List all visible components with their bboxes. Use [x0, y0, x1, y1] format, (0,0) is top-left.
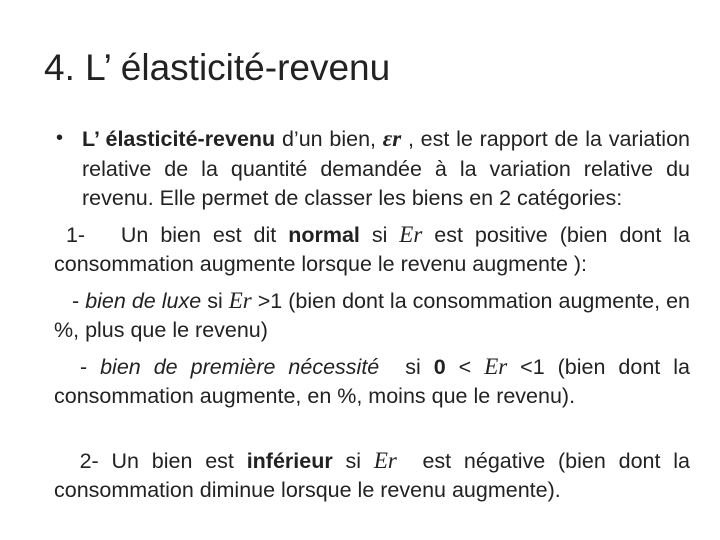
intro-text-2: , est le rapport de la variation relative de la quantité demandée à la variation relative du revenu. Elle permet de classer les biens en 2 catégories:: [82, 127, 690, 210]
elasticity-symbol: Er: [228, 287, 252, 313]
elasticity-symbol: Er: [399, 221, 423, 247]
item2-mid: si: [332, 448, 374, 473]
necessity-term: bien de première nécessité: [100, 354, 380, 379]
elasticity-symbol: Er: [484, 353, 508, 379]
item2-prefix: 2- Un bien est: [54, 448, 247, 473]
normal-keyword: normal: [288, 222, 360, 247]
item1-mid: si: [359, 222, 400, 247]
zero-value: 0: [433, 354, 446, 379]
item1-prefix: 1- Un bien est dit: [54, 222, 289, 247]
sub2-prefix: -: [54, 354, 101, 379]
inferior-good-paragraph: [54, 446, 696, 506]
sub1-suffix: >1 (bien dont la consommation augmente, en %, plus que le revenu): [54, 288, 691, 342]
intro-text-1: d’un bien,: [275, 127, 383, 151]
sub2-mid: si: [379, 354, 434, 379]
luxury-good-paragraph: [54, 286, 690, 346]
necessity-good-paragraph: [54, 352, 690, 412]
elasticity-symbol: Er: [373, 447, 397, 473]
epsilon-symbol: εr: [382, 126, 402, 151]
sub1-prefix: -: [54, 288, 86, 313]
normal-good-paragraph: [54, 220, 690, 280]
less-than-sign: <: [445, 354, 485, 379]
slide-body: [54, 124, 696, 506]
item2-suffix: est négative (bien dont la consommation diminue lorsque le revenu augmente).: [54, 448, 696, 502]
intro-term: L’ élasticité-revenu: [82, 127, 276, 151]
item1-suffix: est positive (bien dont la consommation augmente lorsque le revenu augmente ):: [54, 222, 690, 276]
bullet-icon: •: [56, 127, 64, 149]
luxury-term: bien de luxe: [85, 288, 202, 313]
sub1-mid: si: [201, 288, 229, 313]
inferior-keyword: inférieur: [246, 448, 333, 473]
slide-title: 4. L’ élasticité-revenu: [44, 47, 391, 88]
intro-paragraph: [54, 124, 690, 214]
sub2-suffix: <1 (bien dont la consommation augmente, en %, moins que le revenu).: [54, 354, 690, 408]
spacer: [54, 412, 690, 446]
